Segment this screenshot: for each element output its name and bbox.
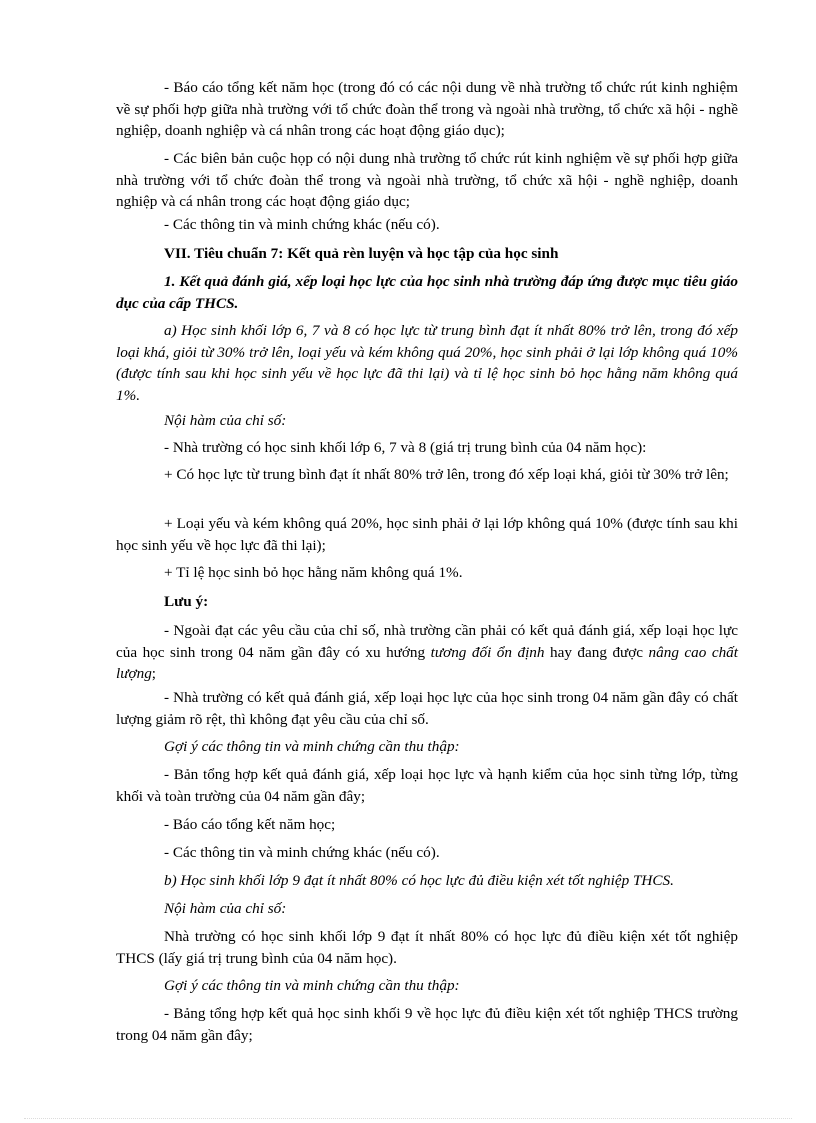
indicator-a: a) Học sinh khối lớp 6, 7 và 8 có học lực từ trung bình đạt ít nhất 80% trở lên, trong đó xếp loại khá, giỏi từ 30% trở lên, loại yếu và kém không quá 20%, học sinh phải ở lại lớp không quá 10% (được tính sau khi học sinh yếu về học lực đã thi lại) và tỉ lệ học sinh bỏ học hằng năm không quá 1%. [116,322,738,404]
paragraph-grade-9: Nhà trường có học sinh khối lớp 9 đạt ít nhất 80% có học lực đủ điều kiện xét tốt nghiệp THCS (lấy giá trị trung bình của 04 năm học). [116,928,738,967]
indicator-b: b) Học sinh khối lớp 9 đạt ít nhất 80% có học lực đủ điều kiện xét tốt nghiệp THCS. [164,872,674,889]
bullet-average-performance: + Có học lực từ trung bình đạt ít nhất 80% trở lên, trong đó xếp loại khá, giỏi từ 30% trở lên; [164,466,729,483]
note-trend-text-mid: hay đang được [544,643,649,661]
paragraph-meeting-minutes: - Các biên bản cuộc họp có nội dung nhà trường tổ chức rút kinh nghiệm về sự phối hợp giữa nhà trường với tổ chức đoàn thể trong và ngoài nhà trường, tổ chức xã hội - nghề nghiệp, doanh nghiệp và cá nhân trong các hoạt động giáo dục; [116,150,738,211]
note-trend-paragraph [116,620,738,685]
indicator-content-heading-a: Nội hàm của chỉ số: [164,412,287,429]
evidence-other-2: - Các thông tin và minh chứng khác (nếu có). [164,844,440,861]
note-trend-text-pre: - Ngoài đạt các yêu cầu của chỉ số, nhà trường cần phải có kết quả đánh giá, xếp loại học lực của học sinh trong 04 năm gần đây có xu hướng [116,622,738,661]
evidence-grade-9-table: - Bảng tổng hợp kết quả học sinh khối 9 về học lực đủ điều kiện xét tốt nghiệp THCS trường trong 04 năm gần đây; [116,1005,738,1044]
criterion-heading-1: 1. Kết quả đánh giá, xếp loại học lực của học sinh nhà trường đáp ứng được mục tiêu giáo dục của cấp THCS. [116,273,738,312]
page-bottom-divider [24,1118,792,1119]
bullet-weak-students: + Loại yếu và kém không quá 20%, học sinh phải ở lại lớp không quá 10% (được tính sau khi học sinh yếu về học lực đã thi lại); [116,515,738,554]
bullet-dropout-rate: + Tỉ lệ học sinh bỏ học hằng năm không quá 1%. [164,564,463,581]
indicator-content-heading-b: Nội hàm của chỉ số: [164,900,287,917]
evidence-heading-a: Gợi ý các thông tin và minh chứng cần thu thập: [164,738,460,755]
note-trend-text-post: ; [151,665,157,683]
section-heading-standard-7: VII. Tiêu chuẩn 7: Kết quả rèn luyện và học tập của học sinh [164,245,559,262]
paragraph-other-evidence-1: - Các thông tin và minh chứng khác (nếu có). [164,216,440,233]
note-decline-paragraph: - Nhà trường có kết quả đánh giá, xếp loại học lực của học sinh trong 04 năm gần đây có chất lượng giảm rõ rệt, thì không đạt yêu cầu của chỉ số. [116,689,738,728]
note-heading: Lưu ý: [164,593,209,610]
evidence-annual-report: - Báo cáo tổng kết năm học; [164,816,336,833]
paragraph-annual-report: - Báo cáo tổng kết năm học (trong đó có các nội dung về nhà trường tổ chức rút kinh nghiệm về sự phối hợp giữa nhà trường với tổ chức đoàn thể trong và ngoài nhà trường, tổ chức xã hội - nghề nghiệp, doanh nghiệp và cá nhân trong các hoạt động giáo dục); [116,79,738,140]
evidence-summary-table: - Bản tổng hợp kết quả đánh giá, xếp loại học lực và hạnh kiểm của học sinh từng lớp, từng khối và toàn trường của 04 năm gần đây; [116,766,738,805]
note-trend-emphasis-improving: nâng cao chất lượng [116,643,738,683]
paragraph-school-grades-6-8: - Nhà trường có học sinh khối lớp 6, 7 và 8 (giá trị trung bình của 04 năm học): [164,439,647,456]
note-trend-emphasis-stable: tương đối ổn định [430,643,545,661]
evidence-heading-b: Gợi ý các thông tin và minh chứng cần thu thập: [164,977,460,994]
